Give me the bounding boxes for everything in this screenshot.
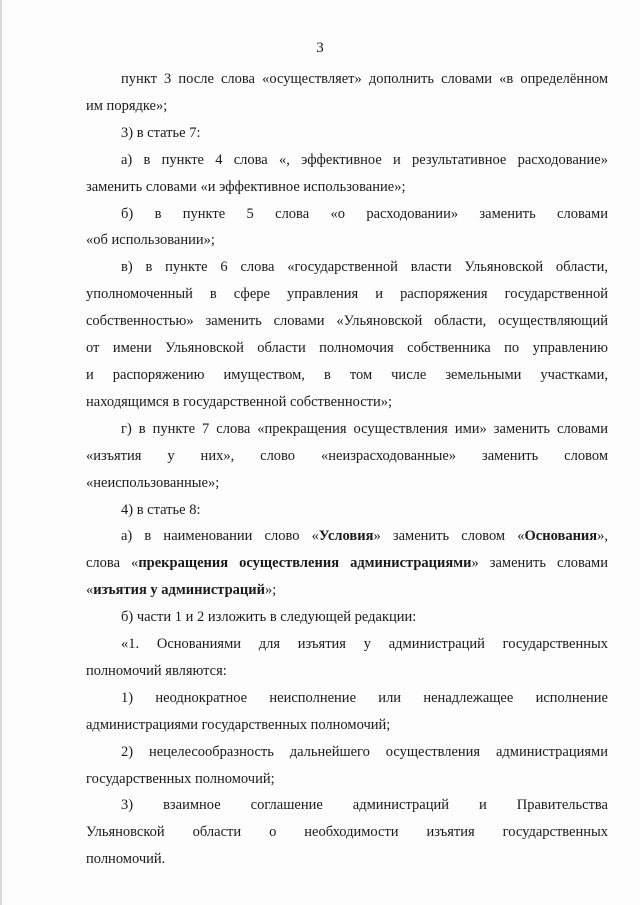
text-line: государственных полномочий;	[86, 770, 275, 787]
text-line: «изъятия у администраций»;	[86, 582, 277, 599]
text-line: и распоряжению имуществом, в том числе земельными участками,	[86, 366, 608, 383]
text-line: уполномоченный в сфере управления и распоряжения государственной	[86, 286, 608, 303]
text-line: полномочий.	[86, 851, 166, 868]
text-line: 3) в статье 7:	[121, 124, 201, 141]
text-line: «неиспользованные»;	[86, 474, 220, 491]
text-line: Ульяновской области о необходимости изъятия государственных	[86, 824, 608, 841]
text-line: «1. Основаниями для изъятия у администраций государственных	[121, 636, 608, 653]
text-line: г) в пункте 7 слова «прекращения осуществления ими» заменить словами	[121, 420, 608, 437]
text-line: 2) нецелесообразность дальнейшего осуществления администрациями	[121, 743, 608, 760]
text-line: «об использовании»;	[86, 232, 215, 249]
text-line: находящимся в государственной собственности»;	[86, 393, 393, 410]
text-line: им порядке»;	[86, 97, 168, 114]
text-line: б) части 1 и 2 изложить в следующей редакции:	[121, 609, 417, 626]
text-line: собственностью» заменить словами «Ульяновской области, осуществляющий	[86, 313, 608, 330]
text-line: а) в наименовании слово «Условия» заменить словом «Основания»,	[121, 528, 608, 545]
page-number: 3	[316, 40, 324, 56]
text-line: «изъятия у них», слово «неизрасходованные» заменить словом	[86, 447, 608, 464]
text-line: пункт 3 после слова «осуществляет» дополнить словами «в определённом	[121, 71, 608, 87]
text-line: 1) неоднократное неисполнение или ненадлежащее исполнение	[121, 689, 608, 706]
page-edge	[0, 0, 2, 905]
text-line: 3) взаимное соглашение администраций и Правительства	[121, 797, 608, 814]
text-line: б) в пункте 5 слова «о расходовании» заменить словами	[121, 205, 608, 222]
text-line: а) в пункте 4 слова «, эффективное и результативное расходование»	[121, 151, 608, 168]
text-line: слова «прекращения осуществления администрациями» заменить словами	[86, 555, 608, 572]
text-line: заменить словами «и эффективное использование»;	[86, 178, 406, 195]
document-body	[86, 66, 608, 873]
text-line: в) в пункте 6 слова «государственной власти Ульяновской области,	[121, 259, 608, 276]
text-line: полномочий являются:	[86, 662, 227, 679]
text-line: 4) в статье 8:	[121, 501, 201, 518]
text-line: от имени Ульяновской области полномочия собственника по управлению	[86, 340, 608, 357]
text-line: администрациями государственных полномочий;	[86, 716, 391, 733]
